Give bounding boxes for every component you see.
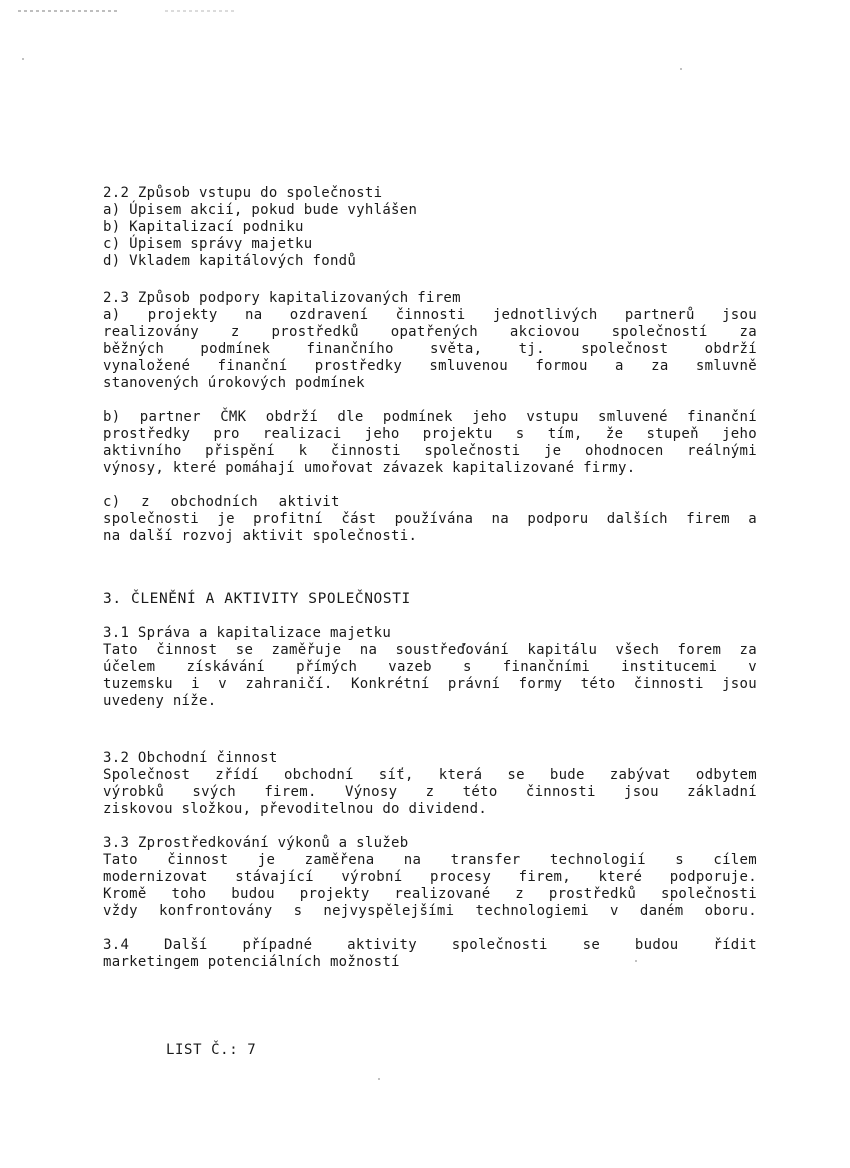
section-3-2-line: výrobků svých firem. Výnosy z této činnosti jsou základní — [103, 784, 757, 800]
section-3-3-title: 3.3 Zprostředkování výkonů a služeb — [103, 835, 409, 851]
section-2-2-item-c: c) Úpisem správy majetku — [103, 236, 313, 252]
section-3-2-line: Společnost zřídí obchodní síť, která se bude zabývat odbytem — [103, 767, 757, 783]
scan-speck — [22, 58, 24, 60]
section-2-3-b-line: b) partner ČMK obdrží dle podmínek jeho vstupu smluvené finanční — [103, 409, 757, 425]
section-3-3-line: Kromě toho budou projekty realizované z prostředků společnosti — [103, 886, 757, 902]
page-number-footer: LIST Č.: 7 — [166, 1042, 257, 1058]
section-2-3-title: 2.3 Způsob podpory kapitalizovaných firem — [103, 290, 461, 306]
scan-speck — [378, 1078, 380, 1080]
section-2-3-b-line: prostředky pro realizaci jeho projektu s tím, že stupeň jeho — [103, 426, 757, 442]
section-3-2-line: ziskovou složkou, převoditelnou do dividend. — [103, 801, 488, 817]
section-2-3-a-line: běžných podmínek finančního světa, tj. společnost obdrží — [103, 341, 757, 357]
section-3-1-line: tuzemsku i v zahraničí. Konkrétní právní formy této činnosti jsou — [103, 676, 757, 692]
section-3-4-line: marketingem potenciálních možností — [103, 954, 400, 970]
document-body — [103, 185, 757, 971]
section-3-1-line: účelem získávání přímých vazeb s finančními institucemi v — [103, 659, 757, 675]
section-2-3-a-line: stanovených úrokových podmínek — [103, 375, 365, 391]
section-3-title: 3. ČLENĚNÍ A AKTIVITY SPOLEČNOSTI — [103, 591, 411, 607]
section-3-3-line: modernizovat stávající výrobní procesy firem, které podporuje. — [103, 869, 757, 885]
section-3-3-line: Tato činnost je zaměřena na transfer technologií s cílem — [103, 852, 757, 868]
section-2-3-a-line: realizovány z prostředků opatřených akciovou společností za — [103, 324, 757, 340]
section-2-3-a-line: vynaložené finanční prostředky smluvenou formou a za smluvně — [103, 358, 757, 374]
section-2-3-c-line: společnosti je profitní část používána na podporu dalších firem a — [103, 511, 757, 527]
scan-artifact-line — [18, 10, 118, 12]
section-2-2-item-a: a) Úpisem akcií, pokud bude vyhlášen — [103, 202, 418, 218]
section-3-3-line: vždy konfrontovány s nejvyspělejšími technologiemi v daném oboru. — [103, 903, 757, 919]
section-2-3-b-line: aktivního přispění k činnosti společnosti je ohodnocen reálnými — [103, 443, 757, 459]
section-2-3-c-line: na další rozvoj aktivit společnosti. — [103, 528, 418, 544]
section-3-1-line: uvedeny níže. — [103, 693, 217, 709]
section-2-3-c-line: c) z obchodních aktivit — [103, 494, 340, 510]
section-2-2-item-d: d) Vkladem kapitálových fondů — [103, 253, 357, 269]
section-3-4-line: 3.4 Další případné aktivity společnosti se budou řídit — [103, 937, 757, 953]
scan-artifact-line — [165, 10, 235, 12]
section-2-3-a-line: a) projekty na ozdravení činnosti jednotlivých partnerů jsou — [103, 307, 757, 323]
section-3-1-line: Tato činnost se zaměřuje na soustřeďování kapitálu všech forem za — [103, 642, 757, 658]
section-3-1-title: 3.1 Správa a kapitalizace majetku — [103, 625, 392, 641]
section-2-2-title: 2.2 Způsob vstupu do společnosti — [103, 185, 383, 201]
scan-speck — [680, 68, 682, 70]
section-2-3-b-line: výnosy, které pomáhají umořovat závazek kapitalizované firmy. — [103, 460, 636, 476]
section-2-2-item-b: b) Kapitalizací podniku — [103, 219, 304, 235]
section-3-2-title: 3.2 Obchodní činnost — [103, 750, 278, 766]
